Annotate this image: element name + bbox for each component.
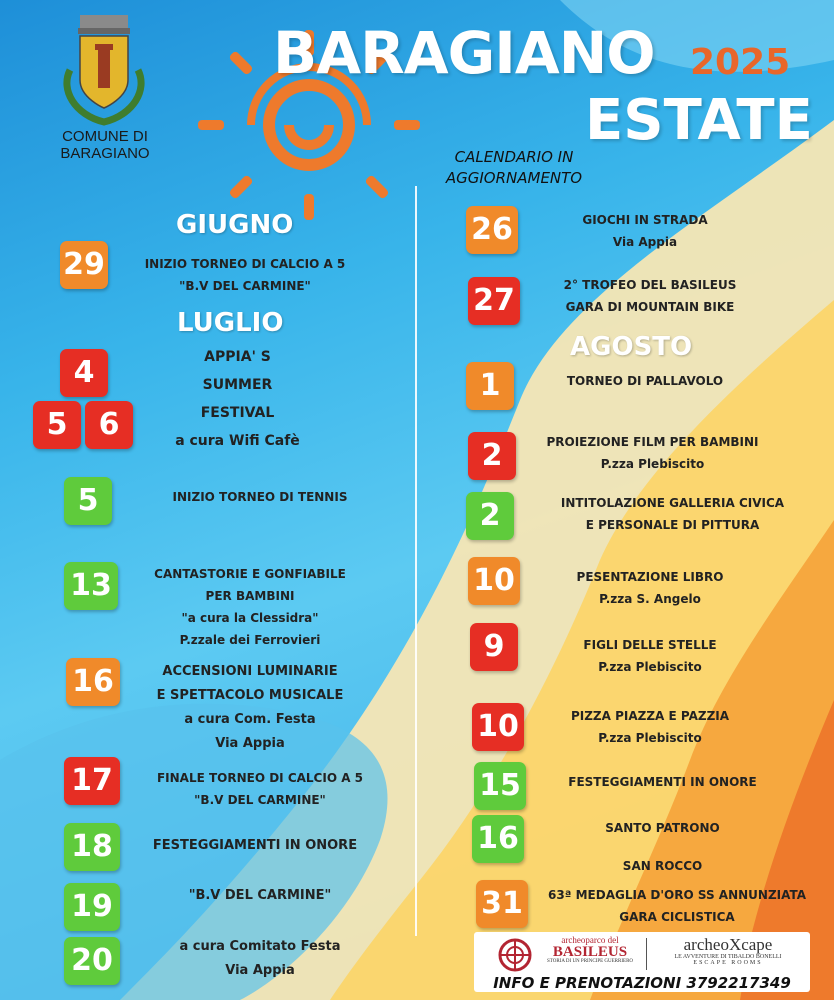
event-appia-line-1: APPIA' S (204, 349, 271, 365)
comune-line-2: BARAGIANO (60, 145, 150, 162)
day-badge-6: 6 (85, 401, 133, 449)
month-giugno: GIUGNO (176, 210, 294, 240)
event-26 (530, 209, 760, 253)
basileus-main: BASILEUS (552, 944, 628, 960)
event-16 (130, 660, 370, 756)
event-20-line-1: a cura Comitato Festa (179, 939, 341, 954)
archeoxcape-logo (650, 936, 806, 966)
event-29-line-2: "B.V DEL CARMINE" (179, 279, 311, 293)
day-badge-9: 9 (470, 623, 518, 671)
event-13-line-1: CANTASTORIE E GONFIABILE (154, 567, 346, 581)
event-9-line-1: FIGLI DELLE STELLE (583, 638, 717, 652)
event-2-film-line-1: PROIEZIONE FILM PER BAMBINI (546, 435, 759, 449)
event-10-libro-line-1: PESENTAZIONE LIBRO (576, 570, 724, 584)
day-badge-4: 4 (60, 349, 108, 397)
event-16-line-2: E SPETTACOLO MUSICALE (156, 688, 344, 703)
day-badge-16: 16 (66, 658, 120, 706)
event-31 (532, 884, 822, 928)
event-10-libro (530, 566, 770, 610)
page-subtitle: ESTATE (585, 88, 813, 153)
day-badge-5-tennis: 5 (64, 477, 112, 525)
event-1: TORNEO DI PALLAVOLO (566, 374, 724, 388)
day-badge-1: 1 (466, 362, 514, 410)
event-19: "B.V DEL CARMINE" (188, 888, 332, 903)
event-13-line-2: PER BAMBINI (205, 589, 295, 603)
day-badge-31: 31 (476, 880, 528, 928)
event-9 (530, 634, 770, 678)
month-luglio: LUGLIO (177, 308, 284, 338)
coat-of-arms-icon (50, 10, 158, 128)
day-badge-17: 17 (64, 757, 120, 805)
event-tennis: INIZIO TORNEO DI TENNIS (172, 490, 348, 504)
day-badge-10-pizza: 10 (472, 703, 524, 751)
event-27 (530, 274, 770, 318)
event-16-line-1: ACCENSIONI LUMINARIE (162, 664, 338, 679)
event-9-line-2: P.zza Plebiscito (598, 660, 702, 674)
basileus-top: archeoparco del (561, 935, 619, 945)
event-appia-line-2: SUMMER (202, 377, 273, 393)
event-17 (135, 767, 385, 811)
event-2-film-line-2: P.zza Plebiscito (600, 457, 705, 471)
event-27-line-2: GARA DI MOUNTAIN BIKE (565, 300, 735, 314)
comune-label (46, 128, 164, 162)
event-10-pizza-line-1: PIZZA PIAZZA E PAZZIA (570, 709, 730, 723)
event-16-line-3: a cura Com. Festa (184, 712, 316, 727)
day-badge-26: 26 (466, 206, 518, 254)
event-2-galleria (540, 492, 805, 536)
archeoxcape-sub-1: LE AVVENTURE DI TIBALDO BONELLI (674, 954, 782, 960)
event-26-line-1: GIOCHI IN STRADA (582, 213, 708, 227)
calendar-note-line-2: AGGIORNAMENTO (445, 169, 583, 187)
event-13-line-3: "a cura la Clessidra" (181, 611, 319, 625)
event-15: FESTEGGIAMENTI IN ONORE (568, 775, 757, 789)
calendar-note (424, 147, 604, 189)
comune-line-1: COMUNE DI (62, 128, 148, 145)
event-appia-festival (150, 343, 325, 455)
event-13 (125, 563, 375, 651)
day-badge-2-galleria: 2 (466, 492, 514, 540)
event-2-galleria-line-1: INTITOLAZIONE GALLERIA CIVICA (560, 496, 785, 510)
title-year: 2025 (690, 42, 791, 83)
event-20 (145, 935, 375, 983)
event-29-june (120, 253, 370, 297)
event-17-line-2: "B.V DEL CARMINE" (194, 793, 326, 807)
sponsor-separator (646, 938, 647, 970)
day-badge-19: 19 (64, 883, 120, 931)
event-20-line-2: Via Appia (225, 963, 295, 978)
day-badge-27: 27 (468, 277, 520, 325)
event-16-agosto-line-2: SAN ROCCO (622, 859, 703, 873)
event-2-film (530, 431, 775, 475)
event-appia-line-3: FESTIVAL (200, 405, 275, 421)
day-badge-15: 15 (474, 762, 526, 810)
day-badge-2-film: 2 (468, 432, 516, 480)
event-2-galleria-line-2: E PERSONALE DI PITTURA (585, 518, 760, 532)
day-badge-29: 29 (60, 241, 108, 289)
basileus-sub: STORIA DI UN PRINCIPE GUERRIERO (546, 959, 634, 964)
day-badge-16-agosto: 16 (472, 815, 524, 863)
event-16-agosto (540, 809, 785, 885)
event-10-libro-line-2: P.zza S. Angelo (599, 592, 701, 606)
basileus-logo-icon (498, 938, 532, 972)
basileus-logo (536, 935, 644, 964)
event-10-pizza (530, 705, 770, 749)
column-divider (415, 186, 417, 936)
event-16-agosto-line-1: SANTO PATRONO (605, 821, 720, 835)
page-title: BARAGIANO (273, 19, 655, 87)
event-10-pizza-line-2: P.zza Plebiscito (598, 731, 702, 745)
day-badge-18: 18 (64, 823, 120, 871)
event-29-line-1: INIZIO TORNEO DI CALCIO A 5 (144, 257, 346, 271)
archeoxcape-main: archeoXcape (683, 935, 773, 954)
event-27-line-1: 2° TROFEO DEL BASILEUS (563, 278, 737, 292)
event-26-line-2: Via Appia (612, 235, 678, 249)
event-31-line-2: GARA CICLISTICA (619, 910, 735, 924)
day-badge-13: 13 (64, 562, 118, 610)
day-badge-20: 20 (64, 937, 120, 985)
calendar-note-line-1: CALENDARIO IN (454, 148, 574, 166)
event-18: FESTEGGIAMENTI IN ONORE (152, 838, 358, 853)
day-badge-10-libro: 10 (468, 557, 520, 605)
month-agosto: AGOSTO (570, 332, 693, 362)
event-13-line-4: P.zzale dei Ferrovieri (179, 633, 321, 647)
event-17-line-1: FINALE TORNEO DI CALCIO A 5 (156, 771, 364, 785)
day-badge-5-july: 5 (33, 401, 81, 449)
event-16-line-4: Via Appia (215, 736, 285, 751)
event-appia-line-4: a cura Wifi Cafè (175, 433, 300, 449)
event-31-line-1: 63ª MEDAGLIA D'ORO SS ANNUNZIATA (547, 888, 807, 902)
archeoxcape-sub-2: ESCAPE ROOMS (693, 960, 763, 966)
info-bookings: INFO E PRENOTAZIONI 3792217349 (493, 974, 791, 992)
